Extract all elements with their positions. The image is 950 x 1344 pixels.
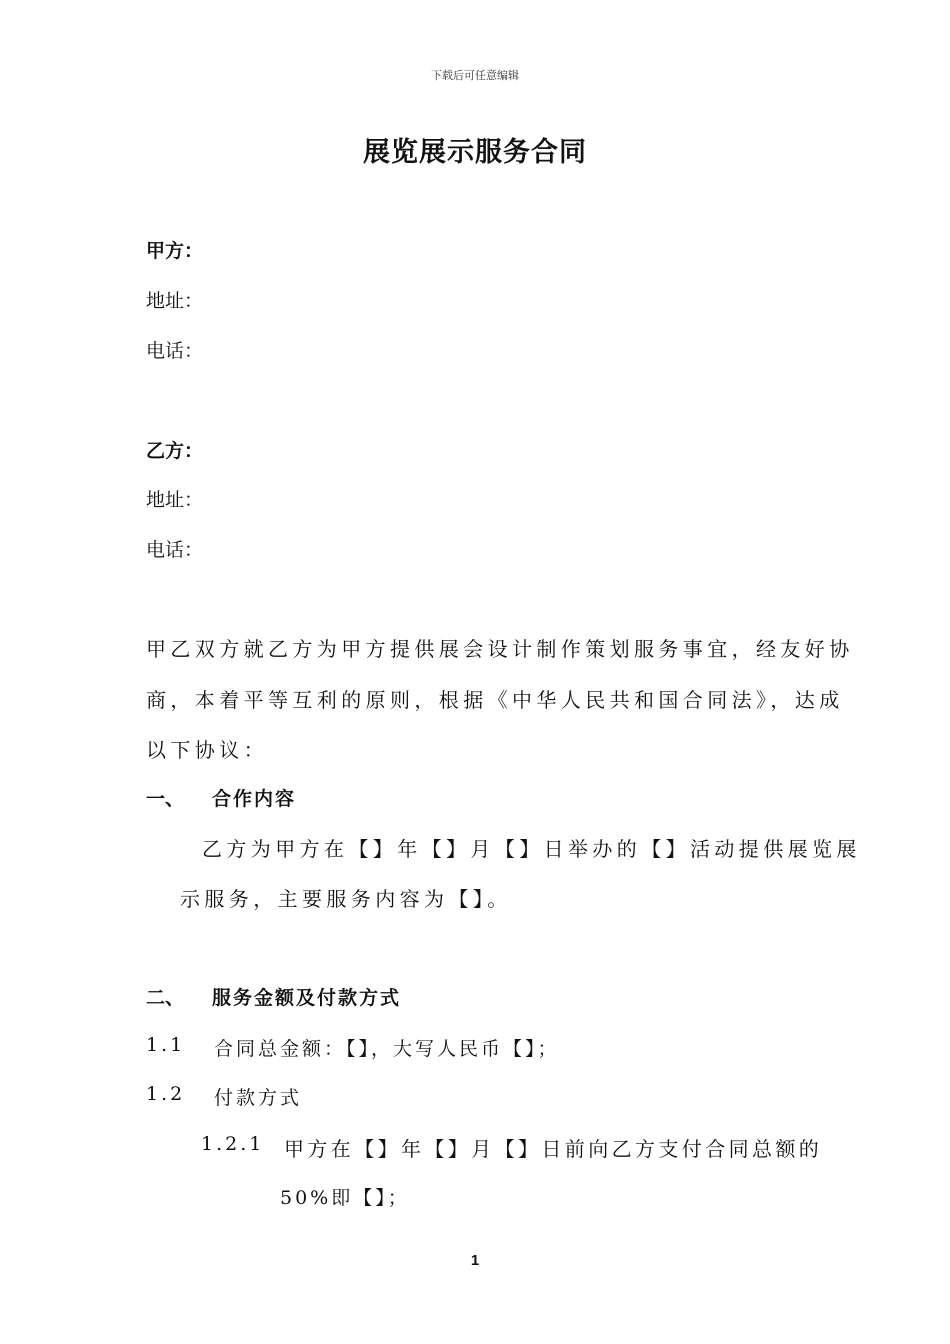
party-b-label: 乙方： bbox=[146, 440, 204, 462]
section-2-number: 二、 bbox=[146, 987, 185, 1009]
party-a-label: 甲方： bbox=[146, 240, 204, 262]
page-number: 1 bbox=[470, 1252, 480, 1269]
party-a-address-label: 地址： bbox=[146, 290, 204, 312]
intro-line-2: 商，本着平等互利的原则，根据《中华人民共和国合同法》，达成 bbox=[146, 688, 844, 712]
section-1-title: 合作内容 bbox=[212, 788, 297, 810]
header-note: 下载后可任意编辑 bbox=[431, 69, 519, 82]
party-a-phone-label: 电话： bbox=[146, 340, 204, 362]
item-1-2-1-number: 1.2.1 bbox=[201, 1133, 265, 1155]
intro-line-1: 甲乙双方就乙方为甲方提供展会设计制作策划服务事宜，经友好协 bbox=[146, 637, 854, 661]
party-b-address-label: 地址： bbox=[146, 489, 204, 511]
intro-line-3: 以下协议： bbox=[146, 738, 268, 762]
item-1-1-text: 合同总金额：【】，大写人民币【】； bbox=[214, 1038, 560, 1060]
item-1-1-number: 1.1 bbox=[146, 1034, 186, 1056]
item-1-2-text: 付款方式 bbox=[214, 1087, 303, 1109]
section-1-number: 一、 bbox=[146, 788, 185, 810]
section-1-body-line-2: 示服务，主要服务内容为【】。 bbox=[180, 887, 512, 911]
item-1-2-number: 1.2 bbox=[146, 1083, 186, 1105]
section-2-title: 服务金额及付款方式 bbox=[212, 987, 402, 1009]
page-title: 展览展示服务合同 bbox=[363, 137, 587, 168]
section-1-body-line-1: 乙方为甲方在【】年【】月【】日举办的【】活动提供展览展 bbox=[202, 837, 861, 861]
item-1-2-1-text-line-1: 甲方在【】年【】月【】日前向乙方支付合同总额的 bbox=[284, 1137, 823, 1161]
item-1-2-1-text-line-2: 50%即【】； bbox=[280, 1187, 410, 1209]
party-b-phone-label: 电话： bbox=[146, 539, 204, 561]
